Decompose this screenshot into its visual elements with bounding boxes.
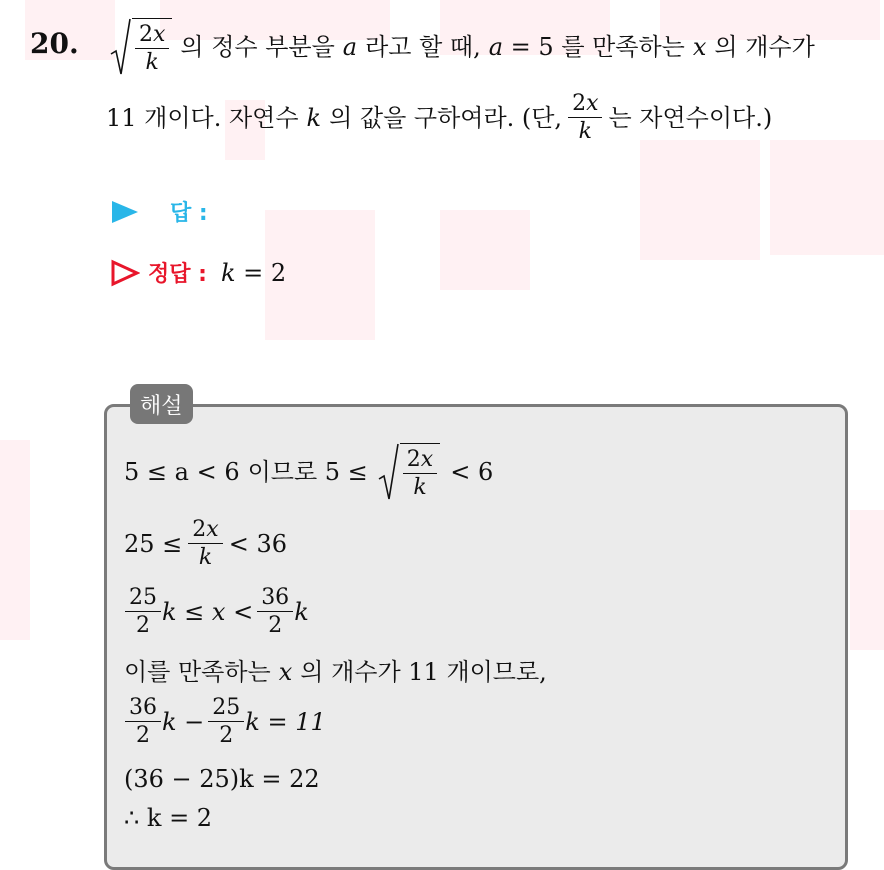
solution-line-2: 25 ≤ $\frac{2x}{k}$ < 36	[124, 517, 287, 571]
solution-line-1: 5 ≤ a < 6 이므로 5 ≤ $\frac{2x}{k}$ < 6	[124, 443, 493, 501]
answer-row	[110, 196, 208, 227]
solution-line-6: (36 − 25)k = 22	[124, 765, 320, 793]
solution-tag: 해설	[130, 384, 193, 424]
correct-arrow-icon	[110, 259, 140, 287]
problem-line-1: $\frac{2x}{k}$ 의 정수 부분을 a 라고 할 때, a = 5 를 만족하는 x 의 개수가	[106, 18, 815, 76]
answer-label: 답 :	[170, 201, 208, 226]
correct-answer-value: k = 2	[220, 258, 287, 287]
solution-line-4: 이를 만족하는 x 의 개수가 11 개이므로,	[124, 658, 547, 686]
correct-answer-row	[110, 257, 286, 288]
solution-line-7: ∴ k = 2	[124, 804, 213, 832]
correct-answer-label: 정답 :	[148, 262, 207, 287]
problem-number: 20.	[30, 27, 79, 60]
solution-line-5: $\frac{36}{2}$ k − $\frac{25}{2}$ k = 11	[124, 696, 326, 747]
solution-line-3: $\frac{25}{2}$ k ≤ x < $\frac{36}{2}$ k	[124, 586, 309, 637]
answer-arrow-icon	[110, 199, 140, 225]
sqrt-2x-over-k: $\frac{2x}{k}$	[110, 18, 172, 76]
problem-line-2: 11 개이다. 자연수 k 의 값을 구하여라. (단, $\frac{2x}{k}$ 는 자연수이다.)	[106, 91, 773, 145]
